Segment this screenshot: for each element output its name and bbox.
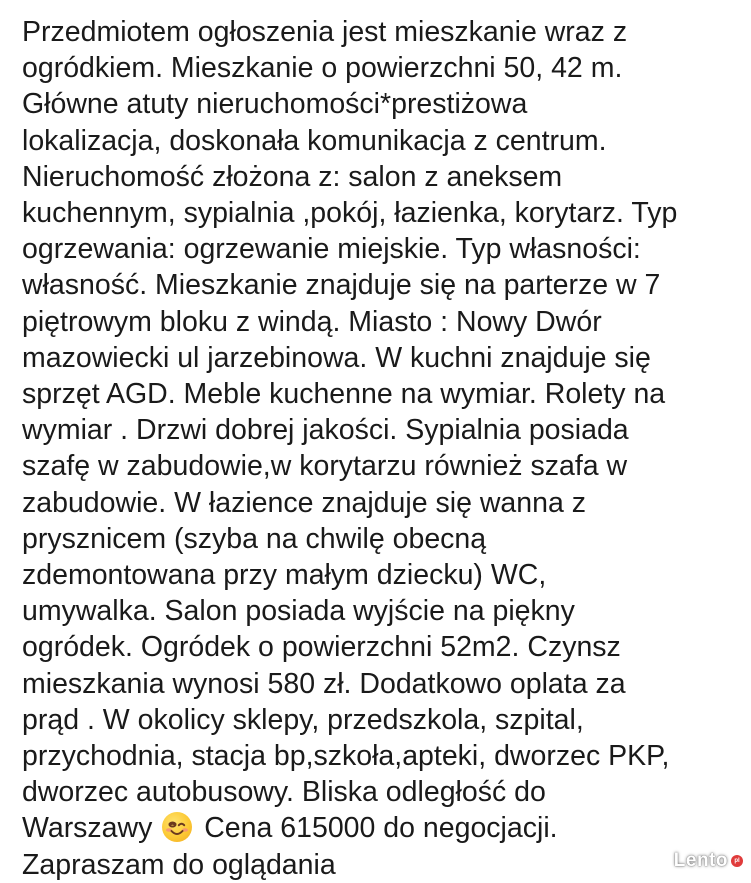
- description-line: Przedmiotem ogłoszenia jest mieszkanie wraz z: [22, 16, 628, 48]
- description-line: zdemontowana przy małym dziecku) WC,: [22, 559, 547, 592]
- description-line: mieszkania wynosi 580 zł. Dodatkowo oplata za: [22, 667, 626, 700]
- description-line: Główne atuty nieruchomości*prestiżowa: [22, 88, 528, 121]
- description-line: kuchennym, sypialnia ,pokój, łazienka, korytarz. Typ: [22, 197, 678, 230]
- price-text: Cena 615000 do negocjacji.: [196, 812, 558, 845]
- description-line: mazowiecki ul jarzebinowa. W kuchni znajduje się: [22, 341, 651, 374]
- description-line: ogródkiem. Mieszkanie o powierzchni 50, 42 m.: [22, 52, 623, 85]
- description-line: zabudowie. W łazience znajduje się wanna z: [22, 486, 586, 519]
- description-line: piętrowym bloku z windą. Miasto : Nowy Dwór: [22, 305, 602, 338]
- watermark-logo-text: Lento: [673, 850, 728, 871]
- description-line: dworzec autobusowy. Bliska odległość do: [22, 776, 546, 809]
- city-text: Warszawy: [22, 812, 153, 845]
- description-line: ogródek. Ogródek o powierzchni 52m2. Czynsz: [22, 631, 621, 664]
- description-line: wymiar . Drzwi dobrej jakości. Sypialnia posiada: [22, 414, 629, 447]
- description-line: własność. Mieszkanie znajduje się na parterze w 7: [22, 269, 661, 302]
- description-line: szafę w zabudowie,w korytarzu również szafa w: [22, 450, 628, 483]
- description-line: lokalizacja, doskonała komunikacja z centrum.: [22, 124, 607, 157]
- smiling-face-icon: [162, 812, 192, 842]
- description-line: prąd . W okolicy sklepy, przedszkola, szpital,: [22, 703, 584, 736]
- lento-watermark: [674, 850, 743, 872]
- description-line: Nieruchomość złożona z: salon z aneksem: [22, 160, 563, 193]
- description-line: przychodnia, stacja bp,szkoła,apteki, dworzec PKP,: [22, 740, 670, 773]
- description-line: ogrzewania: ogrzewanie miejskie. Typ własności:: [22, 233, 641, 266]
- description-line: umywalka. Salon posiada wyjście na piękny: [22, 595, 575, 628]
- listing-description: [22, 14, 747, 883]
- description-line: sprzęt AGD. Meble kuchenne na wymiar. Rolety na: [22, 378, 666, 411]
- closing-line: Zapraszam do oglądania: [22, 848, 336, 881]
- description-line-with-emoji: [22, 810, 747, 846]
- description-line: prysznicem (szyba na chwilę obecną: [22, 522, 487, 555]
- watermark-badge: pl: [731, 855, 743, 867]
